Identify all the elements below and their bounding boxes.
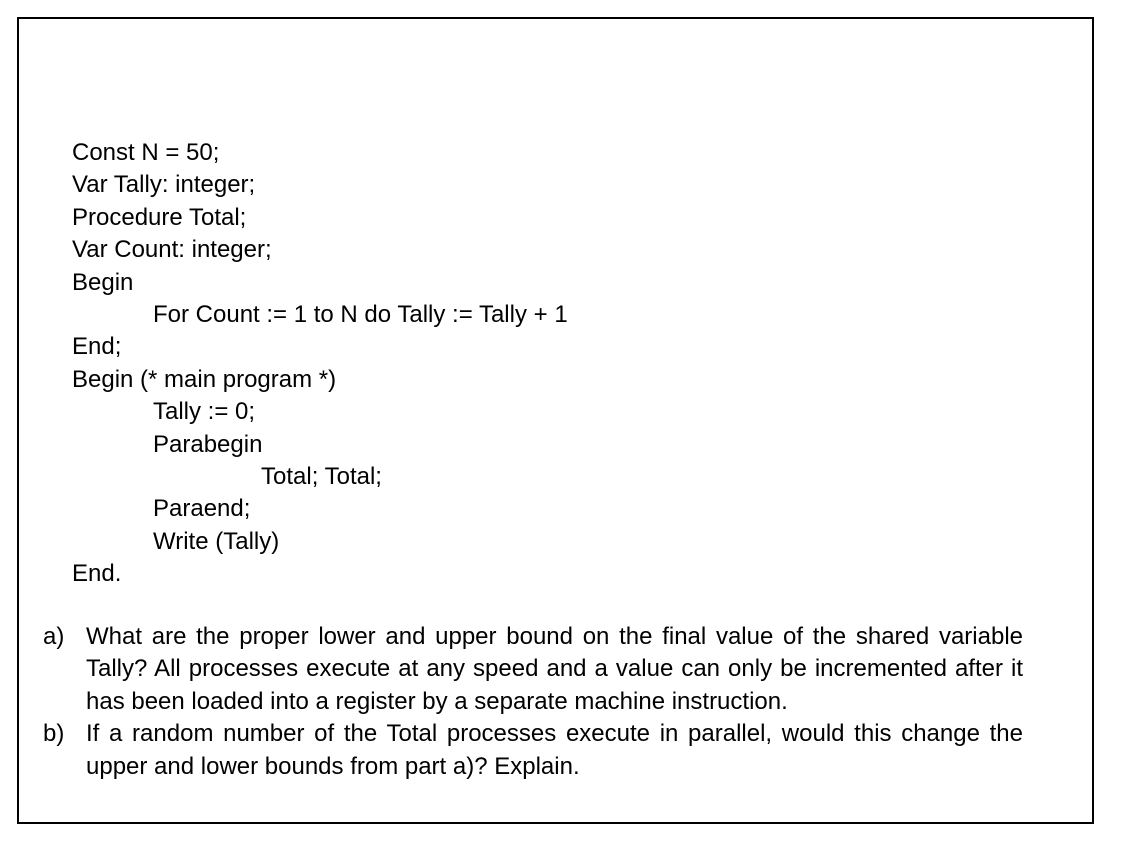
question-list xyxy=(43,621,1023,783)
question-item xyxy=(43,621,1023,718)
question-text: What are the proper lower and upper bound on the final value of the shared variable Tally? All processes execute at any speed and a value can only be incremented after it has been loaded into a register by a separate machine instruction. xyxy=(86,623,1023,715)
code-line: Write (Tally) xyxy=(153,527,280,555)
code-line: Const N = 50; xyxy=(72,139,220,166)
code-line: Parabegin xyxy=(153,430,263,458)
code-line: Procedure Total; xyxy=(72,203,247,231)
code-line: For Count := 1 to N do Tally := Tally + 1 xyxy=(153,300,568,328)
question-text: If a random number of the Total processes execute in parallel, would this change the upper and lower bounds from part a)? Explain. xyxy=(86,720,1023,780)
code-line: Total; Total; xyxy=(261,462,382,490)
question-label: a) xyxy=(43,623,65,650)
code-line: Tally := 0; xyxy=(153,398,256,426)
code-line: Begin (* main program *) xyxy=(72,365,337,393)
code-line: Var Tally: integer; xyxy=(72,171,256,199)
code-line: End; xyxy=(72,333,122,361)
code-line: Paraend; xyxy=(153,495,251,523)
question-label: b) xyxy=(43,720,65,748)
code-line: Var Count: integer; xyxy=(72,236,272,264)
code-line: Begin xyxy=(72,268,134,296)
code-line: End. xyxy=(72,560,122,588)
code-listing xyxy=(72,137,568,590)
question-item xyxy=(43,718,1023,783)
